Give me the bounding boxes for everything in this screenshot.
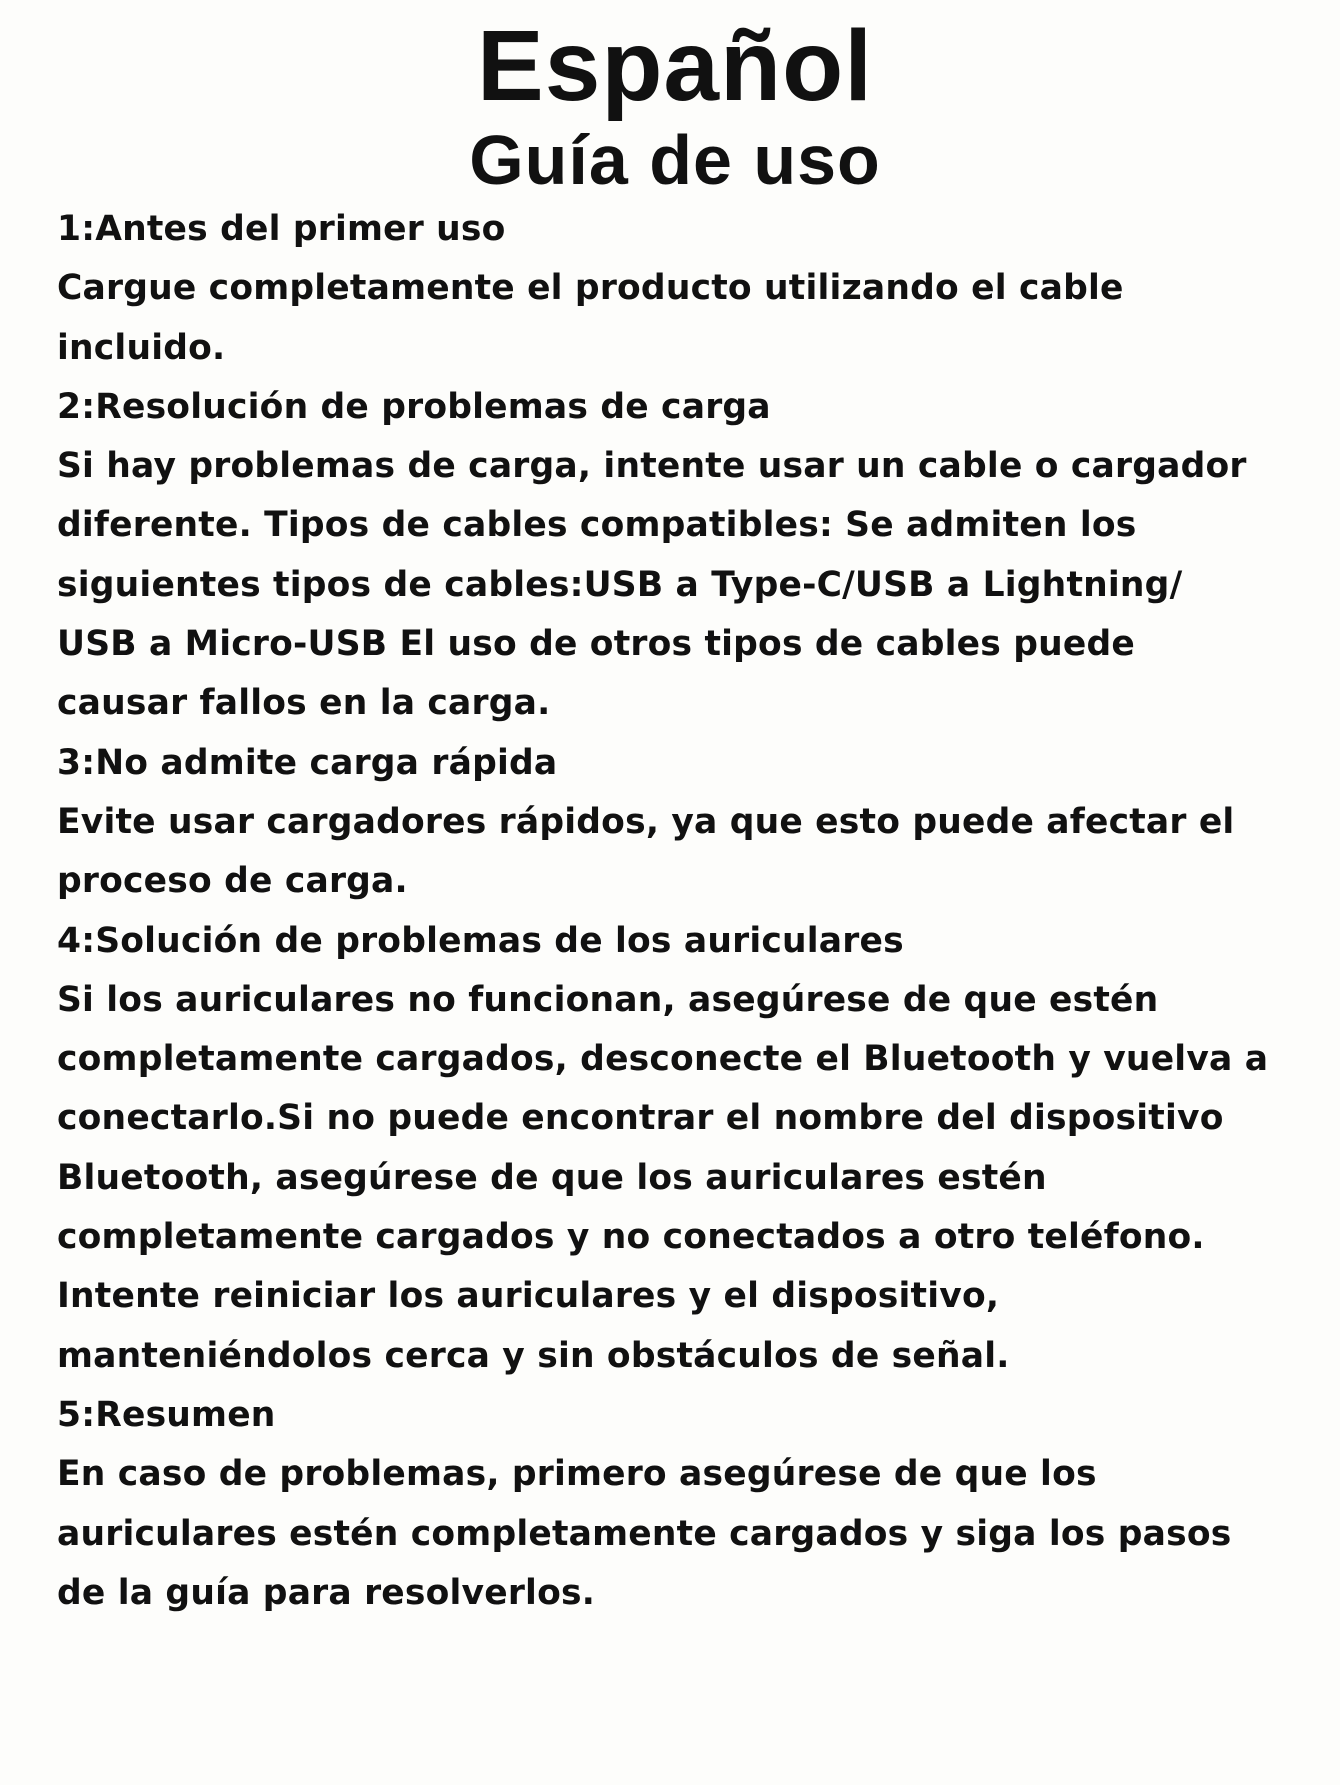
body-line: proceso de carga. [57, 861, 408, 902]
section-heading-4: 4:Solución de problemas de los auriculares [57, 920, 904, 961]
body-line: Intente reiniciar los auriculares y el dispositivo, [57, 1276, 1000, 1317]
body-line: conectarlo.Si no puede encontrar el nombre del dispositivo [57, 1098, 1224, 1139]
body-line: USB a Micro-USB El uso de otros tipos de cables puede [57, 624, 1135, 665]
document-title: Español [477, 10, 873, 122]
body-line: completamente cargados, desconecte el Bluetooth y vuelva a [57, 1039, 1269, 1080]
body-line: En caso de problemas, primero asegúrese de que los [57, 1454, 1097, 1495]
body-line: diferente. Tipos de cables compatibles: Se admiten los [57, 505, 1137, 546]
body-line: Bluetooth, asegúrese de que los auriculares estén [57, 1157, 1047, 1198]
body-line: Si los auriculares no funcionan, asegúrese de que estén [57, 979, 1159, 1020]
body-line: causar fallos en la carga. [57, 683, 551, 724]
section-heading-2: 2:Resolución de problemas de carga [57, 386, 771, 427]
body-line: Evite usar cargadores rápidos, ya que esto puede afectar el [57, 801, 1235, 842]
body-line: completamente cargados y no conectados a otro teléfono. [57, 1217, 1205, 1258]
body-line: incluido. [57, 327, 226, 368]
body-line: de la guía para resolverlos. [57, 1572, 596, 1613]
body-line: Si hay problemas de carga, intente usar un cable o cargador [57, 446, 1247, 487]
document-body [57, 200, 1307, 1623]
body-line: manteniéndolos cerca y sin obstáculos de señal. [57, 1335, 1010, 1376]
body-line: siguientes tipos de cables:USB a Type-C/USB a Lightning/ [57, 564, 1183, 605]
body-line: auriculares estén completamente cargados y siga los pasos [57, 1513, 1232, 1554]
section-heading-3: 3:No admite carga rápida [57, 742, 558, 783]
document-subtitle: Guía de uso [469, 121, 881, 199]
document-header [45, 12, 1305, 200]
body-line: Cargue completamente el producto utilizando el cable [57, 268, 1124, 309]
section-heading-1: 1:Antes del primer uso [57, 209, 506, 249]
section-heading-5: 5:Resumen [57, 1394, 276, 1435]
